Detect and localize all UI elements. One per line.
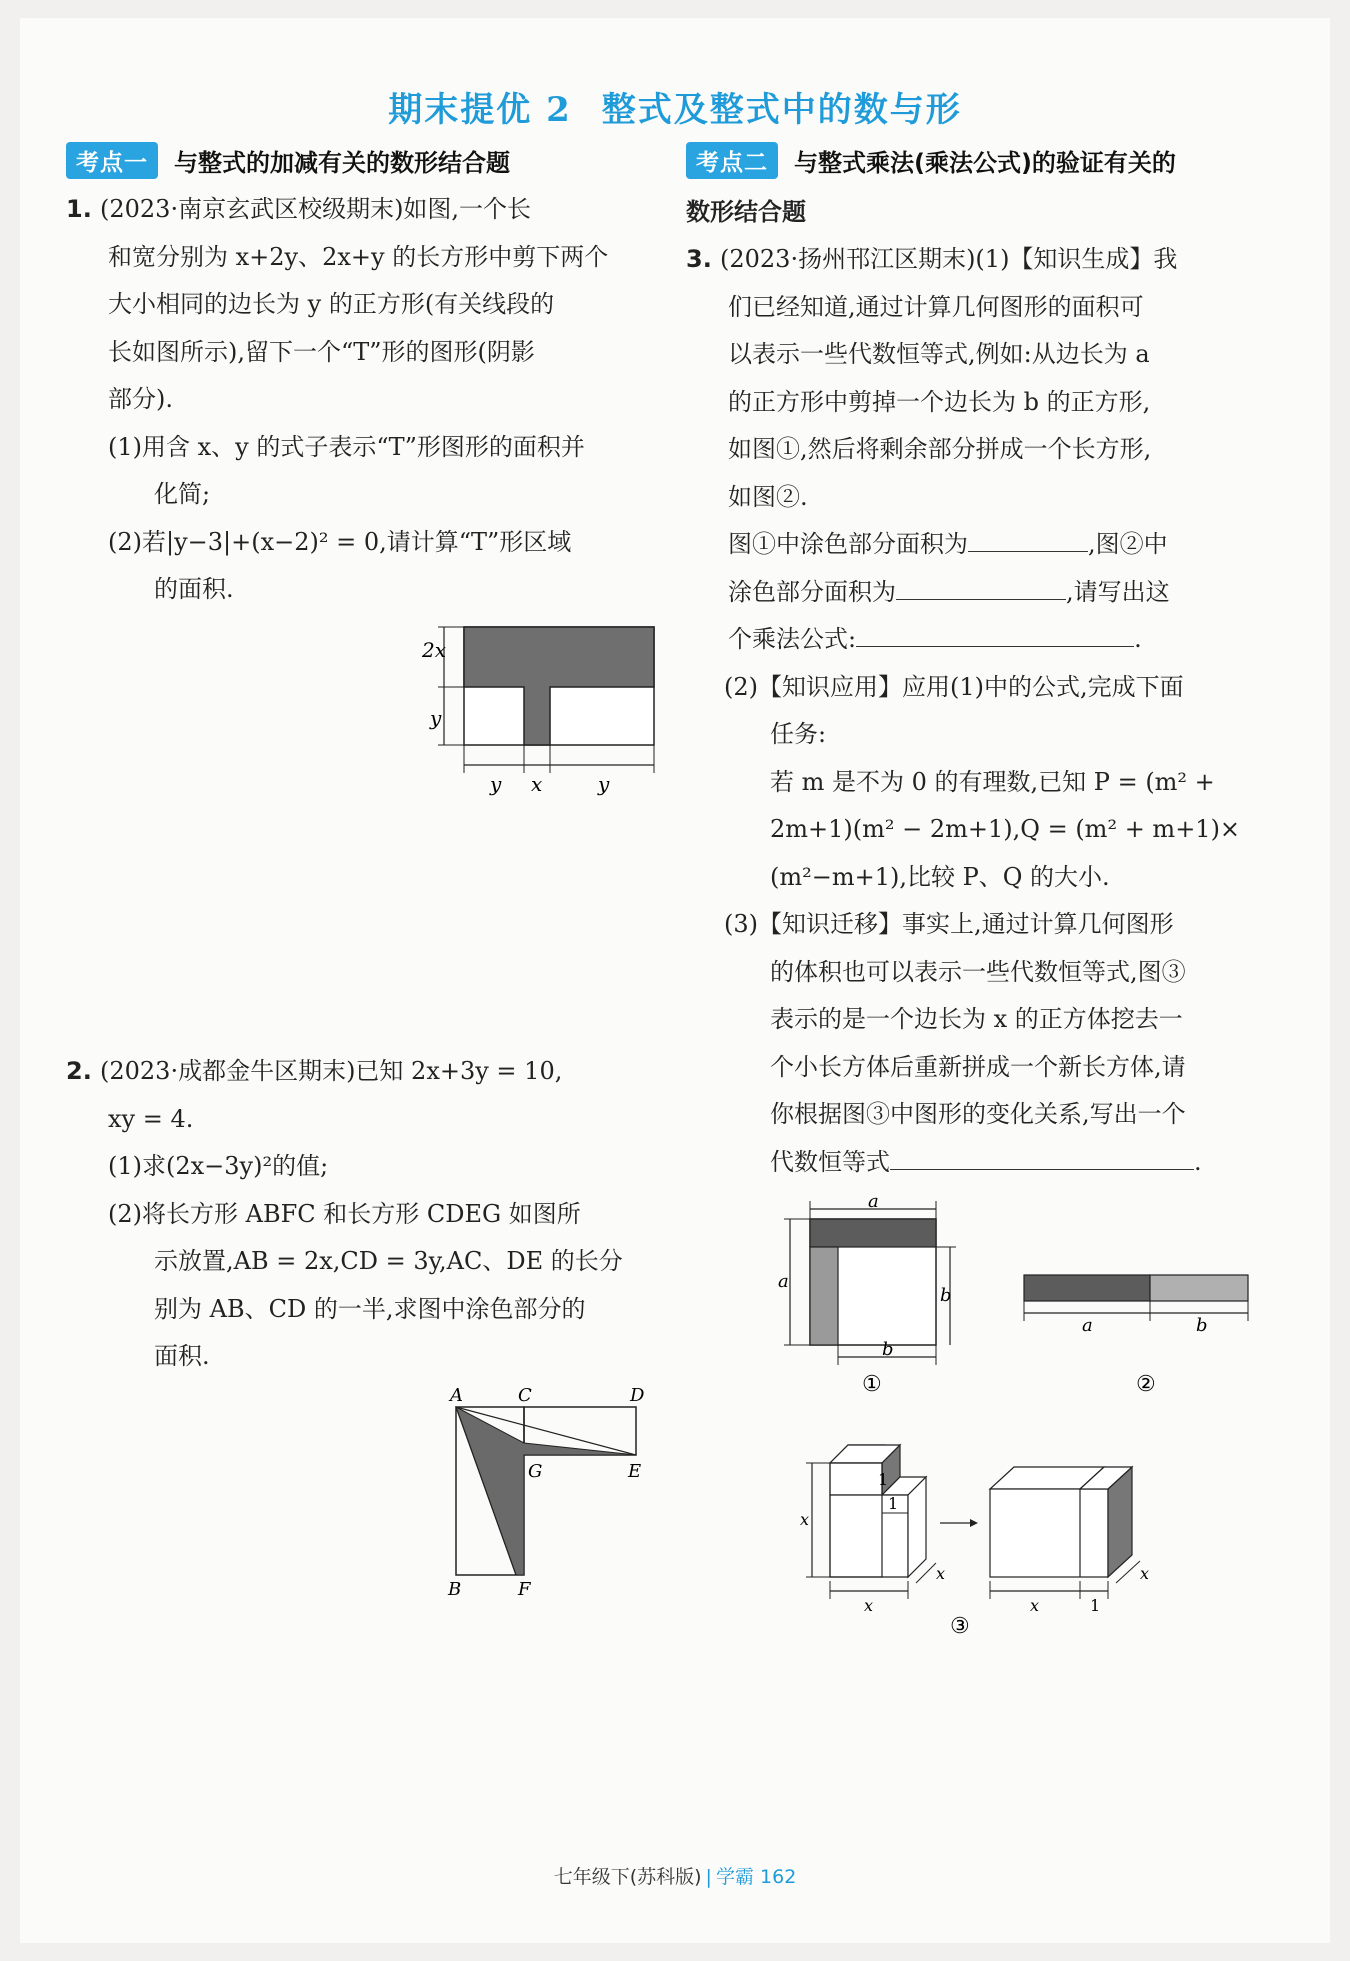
question-3: [686, 236, 1268, 1186]
section2-heading-cont: 数形结合题: [686, 198, 806, 226]
q3-sub3-last: [686, 1139, 1268, 1187]
q1-sub1: (1)用含 x、y 的式子表示“T”形图形的面积并: [108, 432, 585, 461]
footer-brand: 学霸: [715, 1866, 754, 1888]
fig3-label-x-bottom: x: [864, 1596, 874, 1615]
q2-sub2-cont: 别为 AB、CD 的一半,求图中涂色部分的: [154, 1294, 586, 1323]
q3-sub2: (2)【知识应用】应用(1)中的公式,完成下面: [724, 672, 1184, 701]
fig3-label-x-depth: x: [936, 1564, 946, 1583]
q1-line: 部分).: [108, 385, 173, 413]
q3-fill-line-2: [686, 569, 1268, 617]
q2-label-A: A: [450, 1385, 463, 1406]
q2-sub1: (1)求(2x−3y)²的值;: [108, 1152, 329, 1180]
q3-sub3: (3)【知识迁移】事实上,通过计算几何图形: [724, 910, 1174, 938]
fig3-label-1-side: 1: [888, 1494, 899, 1513]
fig1-label-a-left: a: [778, 1271, 789, 1292]
t-label-x: x: [531, 772, 543, 796]
section1-header: [66, 140, 658, 180]
fig2-label-a: a: [1082, 1315, 1093, 1336]
fig2-shaded-a: [1024, 1275, 1150, 1301]
q1-line: 长如图所示),留下一个“T”形的图形(阴影: [108, 337, 535, 366]
q3-sub3-cont: 个小长方体后重新拼成一个新长方体,请: [770, 1052, 1186, 1081]
section1-heading: 与整式的加减有关的数形结合题: [174, 148, 510, 177]
q3-fill4-tail: .: [1194, 1147, 1202, 1176]
q3-sub2-cont: 任务:: [770, 720, 827, 748]
q3-sub2-cont: (m²−m+1),比较 P、Q 的大小.: [770, 862, 1110, 891]
q2-label-B: B: [448, 1579, 462, 1600]
fig1-label-a-top: a: [868, 1195, 879, 1212]
q3-line: 们已经知道,通过计算几何图形的面积可: [728, 292, 1144, 321]
q3-sub2-cont: 2m+1)(m² − 2m+1),Q = (m² + m+1)×: [770, 815, 1241, 843]
fig3-label-x-left: x: [800, 1510, 810, 1529]
fig3-cubes: [790, 1415, 1270, 1635]
question-2: [66, 1048, 658, 1381]
q3-line: 如图②.: [728, 482, 808, 511]
footer-grade: 七年级下(苏科版): [553, 1866, 702, 1888]
q1-t-shape-figure: [410, 615, 660, 805]
q1-sub1-cont: 化简;: [154, 480, 211, 508]
fig3-label-x-depth2: x: [1140, 1564, 1150, 1583]
section2-header: [686, 140, 1268, 180]
answer-blank-1[interactable]: [968, 521, 1088, 552]
q3-fill-line-3: [686, 616, 1268, 664]
q3-fill3-text: 个乘法公式:: [728, 625, 857, 653]
right-column: [686, 140, 1268, 1186]
q2-rectangles-figure: [440, 1385, 660, 1605]
fig1-shaded-left: [810, 1247, 838, 1345]
q1-sub2-cont: 的面积.: [154, 575, 234, 603]
t-label-y1: y: [490, 772, 502, 796]
q2-sub2-cont: 面积.: [154, 1342, 210, 1370]
q3-sub3-cont: 你根据图③中图形的变化关系,写出一个: [770, 1100, 1186, 1128]
q3-fill3-tail: .: [1134, 625, 1142, 653]
q1-line: (2023·南京玄武区校级期末)如图,一个长: [100, 195, 532, 223]
fig2-caption: ②: [1136, 1372, 1156, 1395]
answer-blank-3[interactable]: [856, 616, 1134, 647]
fig3-label-x-bottom2: x: [1030, 1596, 1040, 1615]
fig2-label-b: b: [1196, 1315, 1208, 1336]
fig3-label-1-bottom2: 1: [1090, 1596, 1101, 1615]
fig2-rectangle: [1010, 1265, 1260, 1395]
fig1-square: [770, 1195, 970, 1395]
q2-shaded-region: [456, 1407, 636, 1575]
q2-label-D: D: [630, 1385, 645, 1406]
q3-number: 3.: [686, 245, 712, 273]
q1-number: 1.: [66, 195, 92, 223]
q1-sub2: (2)若|y−3|+(x−2)² = 0,请计算“T”形区域: [108, 527, 572, 556]
q3-fill1-text: 图①中涂色部分面积为: [728, 530, 968, 558]
page-footer: 七年级下(苏科版) | 学霸 162: [553, 1866, 797, 1888]
section2-tag: 考点二: [686, 142, 778, 179]
answer-blank-4[interactable]: [890, 1139, 1194, 1170]
q2-label-F: F: [518, 1579, 531, 1600]
q1-line: 和宽分别为 x+2y、2x+y 的长方形中剪下两个: [108, 242, 609, 271]
question-1: [66, 186, 658, 614]
q3-sub3-cont: 表示的是一个边长为 x 的正方体挖去一: [770, 1005, 1183, 1033]
q3-fill1-tail: ,图②中: [1088, 530, 1168, 558]
fig3-label-1-top: 1: [878, 1470, 889, 1489]
fig1-label-b-right: b: [940, 1285, 952, 1306]
q3-fill2-text: 涂色部分面积为: [728, 577, 896, 606]
q2-label-C: C: [518, 1385, 532, 1406]
fig3-caption: ③: [950, 1614, 970, 1635]
q2-label-G: G: [528, 1461, 543, 1482]
t-label-y2: y: [598, 772, 610, 796]
q3-fill-line-1: [686, 521, 1268, 569]
q3-line: 以表示一些代数恒等式,例如:从边长为 a: [728, 340, 1150, 368]
title-part1: 期末提优 2: [388, 90, 572, 130]
q3-sub3-text: 代数恒等式: [770, 1147, 890, 1176]
left-column: [66, 140, 658, 614]
q3-line: 的正方形中剪掉一个边长为 b 的正方形,: [728, 387, 1151, 416]
fig1-label-b-bottom: b: [882, 1339, 894, 1360]
q3-sub2-cont: 若 m 是不为 0 的有理数,已知 P = (m² +: [770, 767, 1215, 796]
q2-sub2: (2)将长方形 ABFC 和长方形 CDEG 如图所: [108, 1199, 581, 1228]
q3-fill2-tail: ,请写出这: [1066, 577, 1170, 606]
footer-page-number: 162: [760, 1866, 797, 1888]
q3-line: 如图①,然后将剩余部分拼成一个长方形,: [728, 435, 1152, 463]
q1-line: 大小相同的边长为 y 的正方形(有关线段的: [108, 290, 555, 318]
q2-line: (2023·成都金牛区期末)已知 2x+3y = 10,: [100, 1057, 563, 1085]
fig1-shaded-top: [810, 1219, 936, 1247]
q2-line: xy = 4.: [108, 1104, 194, 1133]
t-label-y-left: y: [430, 706, 442, 730]
t-label-2x: 2x: [422, 638, 447, 662]
fig2-shaded-b: [1150, 1275, 1248, 1301]
section2-heading: 与整式乘法(乘法公式)的验证有关的: [794, 148, 1176, 177]
q2-label-E: E: [628, 1461, 642, 1482]
q2-number: 2.: [66, 1057, 92, 1085]
q3-line: (2023·扬州邗江区期末)(1)【知识生成】我: [720, 245, 1178, 273]
fig1-caption: ①: [862, 1372, 882, 1395]
section1-tag: 考点一: [66, 142, 158, 179]
q2-sub2-cont: 示放置,AB = 2x,CD = 3y,AC、DE 的长分: [154, 1247, 623, 1275]
page-title: [0, 82, 1350, 131]
q3-sub3-cont: 的体积也可以表示一些代数恒等式,图③: [770, 957, 1186, 986]
answer-blank-2[interactable]: [896, 569, 1066, 600]
title-part2: 整式及整式中的数与形: [601, 90, 962, 130]
